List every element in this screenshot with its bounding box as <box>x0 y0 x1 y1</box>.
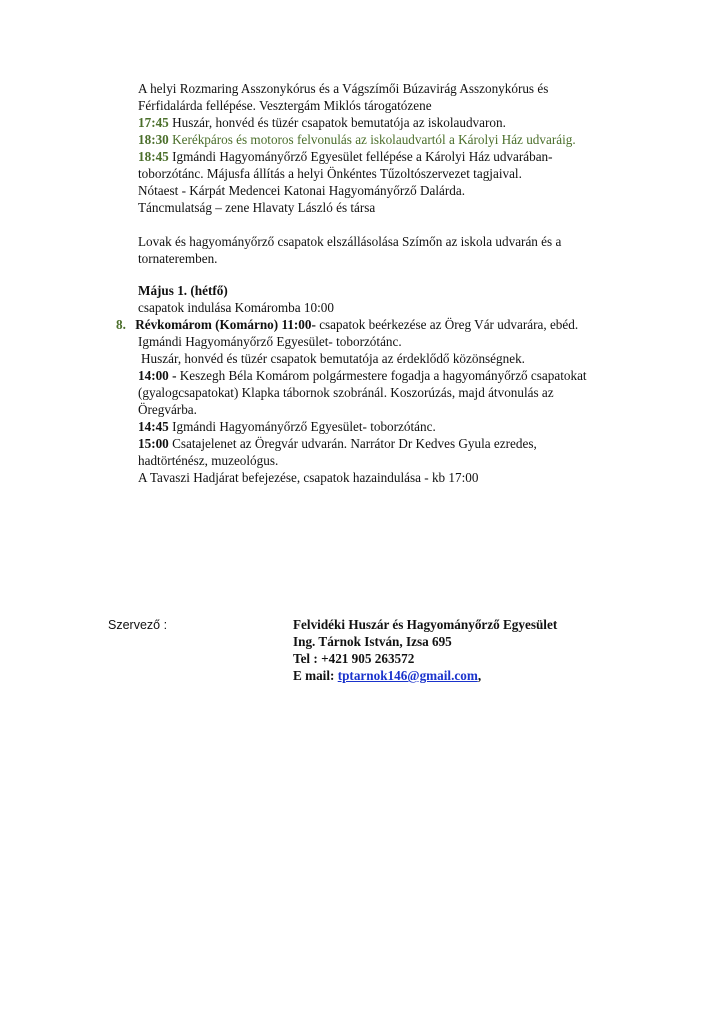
item-place: Révkomárom (Komárno) 11:00- <box>131 317 316 332</box>
day2-huszar: Huszár, honvéd és tüzér csapatok bemutatója az érdeklődő közönségnek. <box>141 351 525 366</box>
time-1745: 17:45 <box>138 115 169 130</box>
text-1745: Huszár, honvéd és tüzér csapatok bemutatója az iskolaudvaron. <box>168 115 506 130</box>
day2-1445 <box>138 418 436 436</box>
time-1445: 14:45 <box>138 419 169 434</box>
text-1500: Csatajelenet az Öregvár udvarán. Narrátor Dr Kedves Gyula ezredes, <box>168 436 537 451</box>
day2-1400 <box>138 367 587 385</box>
day2-item-8 <box>116 316 578 334</box>
organizer-name: Felvidéki Huszár és Hagyományőrző Egyesület <box>293 617 558 632</box>
program-line-1: A helyi Rozmaring Asszonykórus és a Vágszímői Búzavirág Asszonykórus és <box>138 81 549 96</box>
program-line-4 <box>138 131 576 149</box>
program-line-7: Nótaest - Kárpát Medencei Katonai Hagyományőrző Dalárda. <box>138 183 465 198</box>
email-link[interactable]: tptarnok146@gmail.com <box>337 668 478 683</box>
email-label: E mail: <box>293 668 338 683</box>
day2-1500 <box>138 435 537 453</box>
email-suffix: , <box>477 668 482 683</box>
program-line-5 <box>138 148 553 166</box>
text-1445: Igmándi Hagyományőrző Egyesület- toborzótánc. <box>168 419 436 434</box>
day2-igmand: Igmándi Hagyományőrző Egyesület- toborzótánc. <box>138 334 402 349</box>
program-line-6: toborzótánc. Májusfa állítás a helyi Önkéntes Tűzoltószervezet tagjaival. <box>138 166 522 181</box>
program-line-3 <box>138 114 506 132</box>
text-1845: Igmándi Hagyományőrző Egyesület fellépése a Károlyi Ház udvarában- <box>168 149 553 164</box>
program-line-10: tornateremben. <box>138 251 218 266</box>
day2-1500-line-2: hadtörténész, muzeológus. <box>138 453 279 468</box>
text-1830: Kerékpáros és motoros felvonulás az iskolaudvartól a Károlyi Ház udvaráig. <box>168 132 576 147</box>
program-line-8: Táncmulatság – zene Hlavaty László és társa <box>138 200 376 215</box>
day2-closing: A Tavaszi Hadjárat befejezése, csapatok hazaindulása - kb 17:00 <box>138 470 479 485</box>
time-1830: 18:30 <box>138 132 169 147</box>
text-1400: Keszegh Béla Komárom polgármestere fogadja a hagyományőrző csapatokat <box>176 368 587 383</box>
organizer-email-line <box>293 667 481 685</box>
day2-heading: Május 1. (hétfő) <box>138 283 228 298</box>
day2-1400-line-2: (gyalogcsapatokat) Klapka tábornok szobránál. Koszorúzás, majd átvonulás az <box>138 385 554 400</box>
time-1500: 15:00 <box>138 436 169 451</box>
organizer-person: Ing. Tárnok István, Izsa 695 <box>293 634 452 649</box>
day2-depart: csapatok indulása Komáromba 10:00 <box>138 300 334 315</box>
organizer-tel: Tel : +421 905 263572 <box>293 651 415 666</box>
item-number: 8. <box>116 317 126 332</box>
day2-1400-line-3: Öregvárba. <box>138 402 197 417</box>
program-line-9: Lovak és hagyományőrző csapatok elszállásolása Szímőn az iskola udvarán és a <box>138 234 562 249</box>
item-text: csapatok beérkezése az Öreg Vár udvarára, ebéd. <box>315 317 579 332</box>
time-1845: 18:45 <box>138 149 169 164</box>
time-1400: 14:00 - <box>138 368 177 383</box>
program-line-2: Férfidalárda fellépése. Vesztergám Miklós tárogatózene <box>138 98 432 113</box>
organizer-label: Szervező : <box>108 618 168 632</box>
